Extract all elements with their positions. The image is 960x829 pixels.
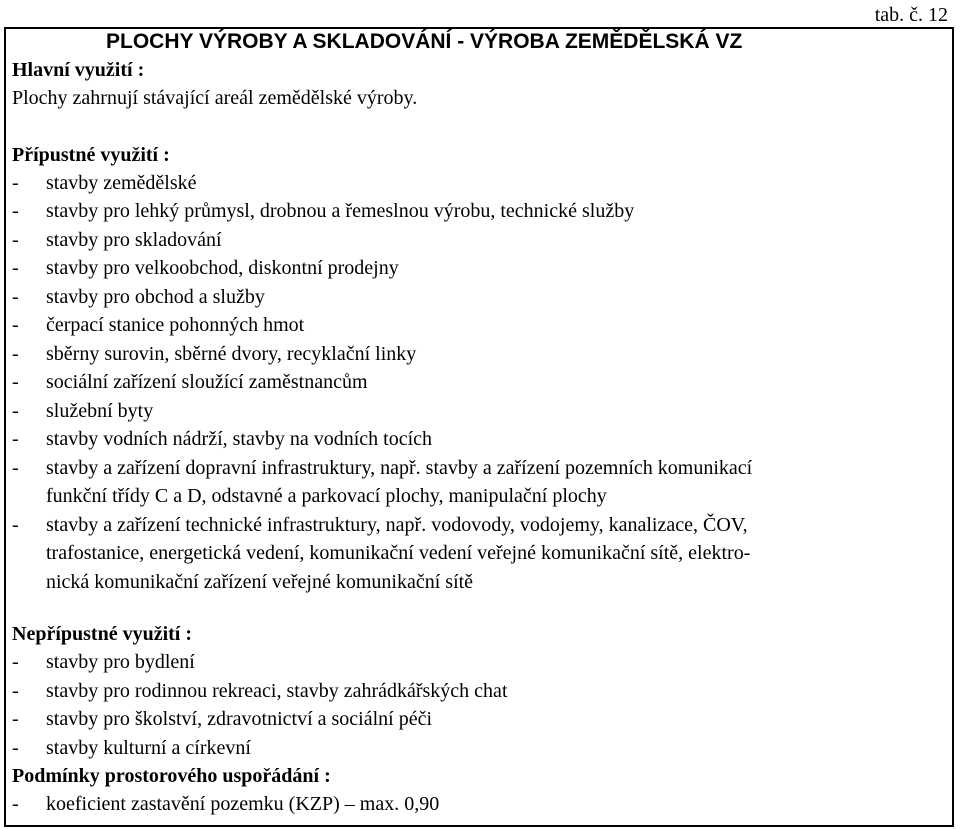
list-item-text: [46, 397, 952, 426]
list-item: [12, 254, 952, 283]
list-item-text: [46, 790, 952, 819]
list-item-line: služební byty: [46, 399, 154, 422]
list-bullet-dash: -: [12, 456, 19, 479]
list-item-line: stavby pro obchod a služby: [46, 285, 265, 308]
list-item-text: [46, 677, 952, 706]
list-item: [12, 169, 952, 198]
list-item-line: stavby kulturní a církevní: [46, 736, 251, 759]
list-item-text: [46, 197, 952, 226]
list-bullet-dash: -: [12, 736, 19, 759]
list-item-line: stavby pro školství, zdravotnictví a sociální péči: [46, 708, 433, 730]
list-item: [12, 197, 952, 226]
list-item-text: [46, 705, 952, 734]
list-item: [12, 425, 952, 454]
list-item-text: [46, 511, 952, 597]
list-item-text: [46, 169, 952, 198]
list-item-line: stavby pro velkoobchod, diskontní prodejny: [46, 257, 399, 279]
list-item: [12, 454, 952, 511]
list-item-text: [46, 340, 952, 369]
list-bullet-dash: -: [12, 793, 19, 815]
spatial-conditions-heading: Podmínky prostorového uspořádání :: [12, 765, 331, 787]
list-item: [12, 648, 952, 677]
main-use-heading: Hlavní využití :: [12, 59, 145, 81]
list-bullet-dash: -: [12, 399, 19, 422]
list-item-line: stavby pro skladování: [46, 228, 222, 251]
list-item: [12, 677, 952, 706]
list-item-line: nická komunikační zařízení veřejné komunikační sítě: [46, 570, 474, 593]
list-bullet-dash: -: [12, 257, 19, 279]
table-number: tab. č. 12: [874, 4, 948, 26]
list-item: [12, 368, 952, 397]
list-item: [12, 511, 952, 597]
list-item-line: stavby vodních nádrží, stavby na vodních tocích: [46, 428, 433, 450]
list-bullet-dash: -: [12, 314, 19, 336]
list-item: [12, 340, 952, 369]
list-item-line: stavby pro bydlení: [46, 651, 195, 673]
document-content: [12, 28, 952, 819]
list-item-line: stavby pro lehký průmysl, drobnou a řemeslnou výrobu, technické služby: [46, 200, 635, 222]
list-item-line: stavby zemědělské: [46, 171, 197, 194]
prohibited-use-list: [12, 648, 952, 762]
list-item-line: funkční třídy C a D, odstavné a parkovací plochy, manipulační plochy: [46, 485, 607, 507]
list-item: [12, 705, 952, 734]
list-bullet-dash: -: [12, 285, 19, 308]
list-item-text: [46, 283, 952, 312]
list-item: [12, 790, 952, 819]
spatial-conditions-list: [12, 790, 952, 819]
list-item-line: stavby pro rodinnou rekreaci, stavby zahrádkářských chat: [46, 679, 508, 702]
list-bullet-dash: -: [12, 513, 19, 536]
list-bullet-dash: -: [12, 371, 19, 393]
list-item-line: trafostanice, energetická vedení, komunikační vedení veřejné komunikační sítě, elektro-: [46, 542, 751, 564]
list-bullet-dash: -: [12, 708, 19, 730]
list-item-line: koeficient zastavění pozemku (KZP) – max. 0,90: [46, 793, 440, 815]
list-item-text: [46, 454, 952, 511]
list-bullet-dash: -: [12, 228, 19, 251]
permitted-use-heading: Přípustné využití :: [12, 143, 170, 166]
list-bullet-dash: -: [12, 342, 19, 365]
list-item: [12, 734, 952, 763]
list-item-text: [46, 648, 952, 677]
list-item-text: [46, 226, 952, 255]
list-item-line: sběrny surovin, sběrné dvory, recyklační linky: [46, 342, 417, 365]
list-item: [12, 311, 952, 340]
list-item-line: stavby a zařízení technické infrastruktury, např. vodovody, vodojemy, kanalizace, ČOV,: [46, 513, 748, 536]
list-item-text: [46, 368, 952, 397]
list-item: [12, 226, 952, 255]
main-use-text: Plochy zahrnují stávající areál zemědělské výroby.: [12, 87, 418, 109]
list-bullet-dash: -: [12, 428, 19, 450]
list-item-text: [46, 425, 952, 454]
list-bullet-dash: -: [12, 651, 19, 673]
list-item-line: čerpací stanice pohonných hmot: [46, 314, 305, 336]
list-item-text: [46, 311, 952, 340]
page-title: PLOCHY VÝROBY A SKLADOVÁNÍ - VÝROBA ZEMĚDĚLSKÁ VZ: [106, 30, 743, 53]
list-bullet-dash: -: [12, 200, 19, 222]
list-item: [12, 397, 952, 426]
list-item-line: stavby a zařízení dopravní infrastruktury, např. stavby a zařízení pozemních komunikací: [46, 456, 753, 479]
list-bullet-dash: -: [12, 679, 19, 702]
permitted-use-list: [12, 169, 952, 597]
list-item-text: [46, 734, 952, 763]
list-item-line: sociální zařízení sloužící zaměstnancům: [46, 371, 368, 393]
list-item-text: [46, 254, 952, 283]
prohibited-use-heading: Nepřípustné využití :: [12, 623, 192, 645]
list-item: [12, 283, 952, 312]
list-bullet-dash: -: [12, 171, 19, 194]
